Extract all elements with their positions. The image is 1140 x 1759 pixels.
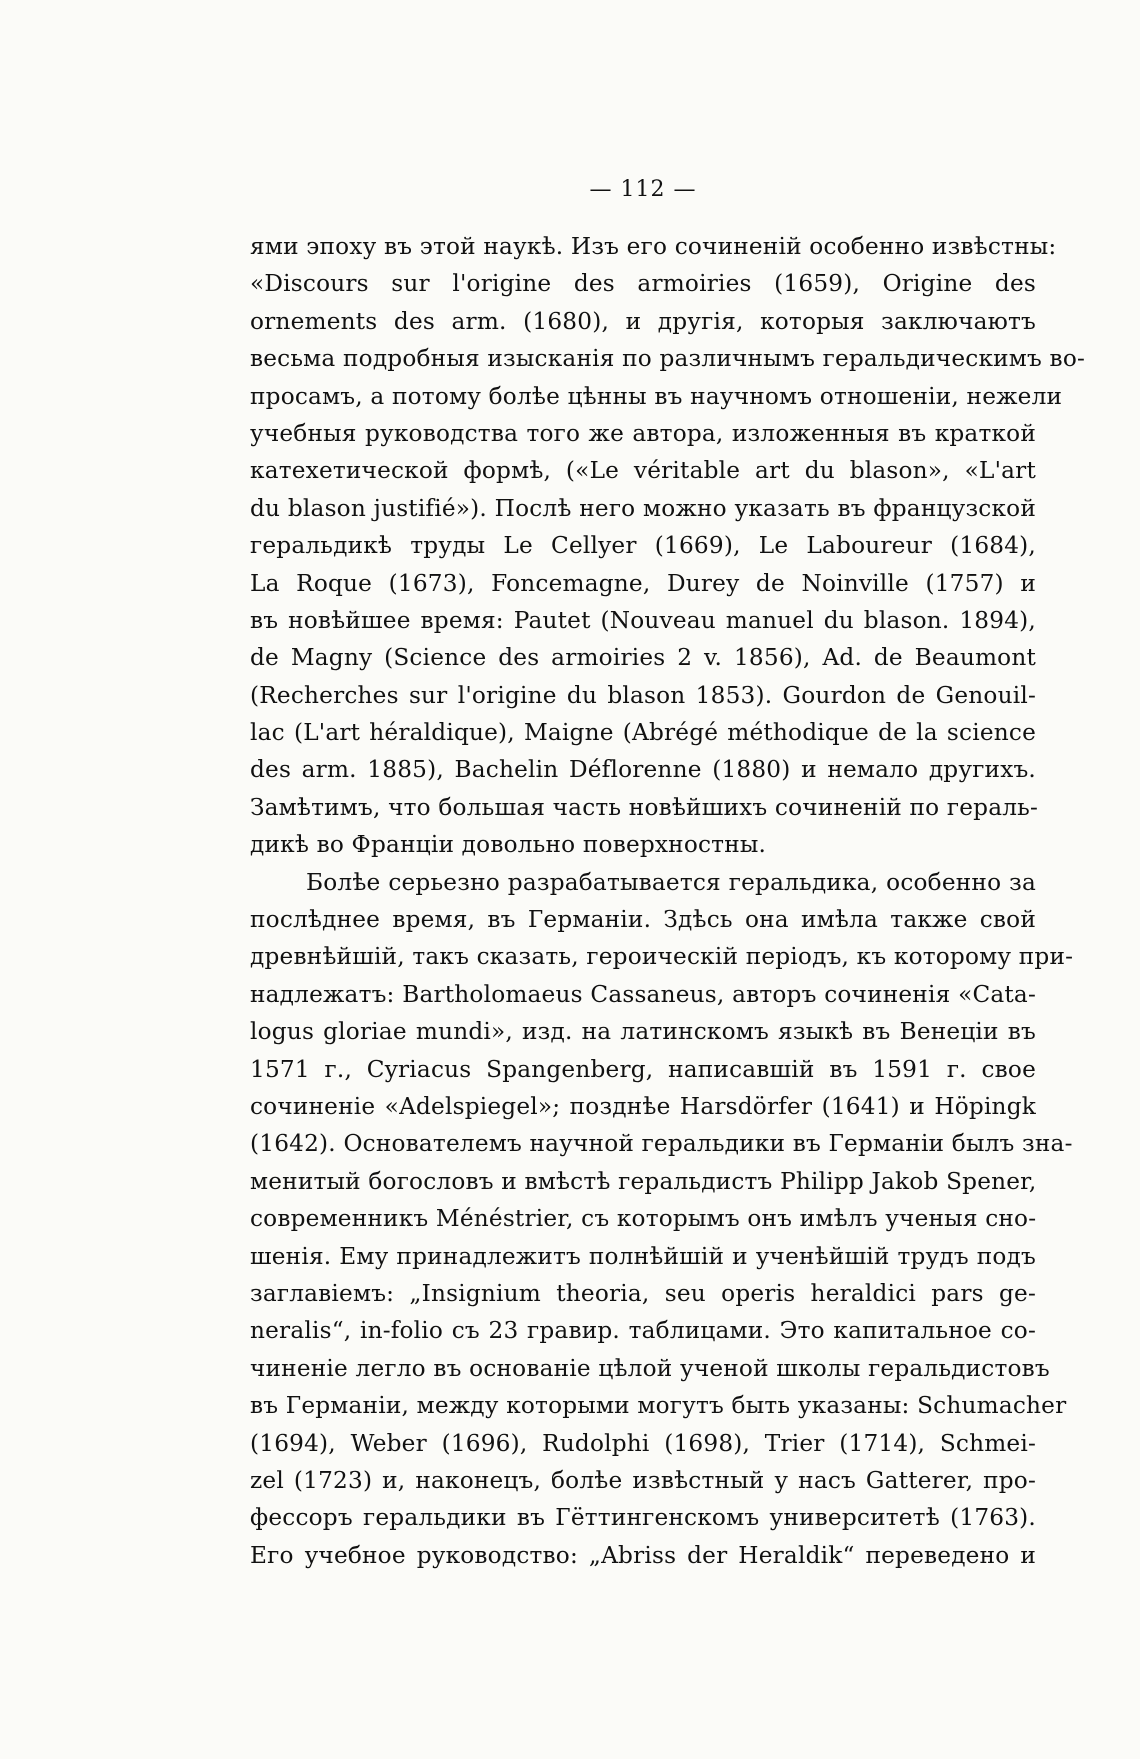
- page-body: [250, 170, 1086, 1574]
- text-line: ornements des arm. (1680), и другія, которыя заключаютъ: [250, 307, 1036, 335]
- text-line: шенія. Ему принадлежитъ полнѣйшій и ученѣйшій трудъ подъ: [250, 1242, 1036, 1270]
- text-line: zel (1723) и, наконецъ, болѣе извѣстный у насъ Gatterer, про-: [250, 1466, 1036, 1494]
- text-block: [250, 228, 1086, 1574]
- text-line: катехетической формѣ, («Le véritable art du blason», «L'art: [250, 457, 1036, 485]
- text-line: lac (L'art héraldique), Maigne (Abrégé méthodique de la science: [250, 719, 1036, 747]
- text-line: послѣднее время, въ Германіи. Здѣсь она имѣла также свой: [250, 906, 1036, 934]
- text-line: геральдикѣ труды Le Cellyer (1669), Le Laboureur (1684),: [250, 532, 1036, 560]
- text-line: 1571 г., Cyriacus Spangenberg, написавшій въ 1591 г. свое: [250, 1055, 1036, 1083]
- text-line: logus gloriae mundi», изд. на латинскомъ языкѣ въ Венеціи въ: [250, 1018, 1036, 1046]
- text-line: (1642). Основателемъ научной геральдики въ Германіи былъ зна-: [250, 1130, 1073, 1158]
- text-line: (1694), Weber (1696), Rudolphi (1698), Trier (1714), Schmei-: [250, 1429, 1036, 1457]
- text-line: de Magny (Science des armoiries 2 v. 1856), Ad. de Beaumont: [250, 644, 1036, 672]
- text-line: des arm. 1885), Bachelin Déflorenne (1880) и немало другихъ.: [250, 756, 1036, 784]
- text-line: надлежатъ: Bartholomaeus Cassaneus, авторъ сочиненія «Cata-: [250, 980, 1036, 1008]
- text-line: Болѣе серьезно разрабатывается геральдика, особенно за: [306, 868, 1036, 896]
- text-line: neralis“, in-folio съ 23 гравир. таблицами. Это капитальное со-: [250, 1317, 1036, 1345]
- text-line: заглавіемъ: „Insignium theoria, seu operis heraldici pars ge-: [250, 1279, 1036, 1307]
- text-line: фессоръ геральдики въ Гёттингенскомъ университетѣ (1763).: [250, 1504, 1036, 1532]
- text-line: Замѣтимъ, что большая часть новѣйшихъ сочиненій по гераль-: [250, 793, 1039, 821]
- text-line: въ новѣйшее время: Pautet (Nouveau manuel du blason. 1894),: [250, 606, 1036, 634]
- text-line: ями эпоху въ этой наукѣ. Изъ его сочиненій особенно извѣстны:: [250, 233, 1057, 260]
- text-line: «Discours sur l'origine des armoiries (1659), Origine des: [250, 270, 1036, 298]
- text-line: весьма подробныя изысканія по различнымъ геральдическимъ во-: [250, 345, 1086, 373]
- page-number: — 112 —: [589, 177, 697, 202]
- text-line: Его учебное руководство: „Abriss der Heraldik“ переведено и: [250, 1541, 1036, 1569]
- text-line: въ Германіи, между которыми могутъ быть указаны: Schumacher: [250, 1392, 1067, 1420]
- text-line: учебныя руководства того же автора, изложенныя въ краткой: [250, 419, 1036, 447]
- text-line: La Roque (1673), Foncemagne, Durey de Noinville (1757) и: [250, 569, 1036, 597]
- text-line: дикѣ во Франціи довольно поверхностны.: [250, 831, 767, 859]
- text-line: современникъ Ménéstrier, съ которымъ онъ имѣлъ ученыя сно-: [250, 1205, 1037, 1233]
- text-line: чиненіе легло въ основаніе цѣлой ученой школы геральдистовъ: [250, 1354, 1050, 1382]
- text-line: просамъ, а потому болѣе цѣнны въ научномъ отношеніи, нежели: [250, 382, 1063, 410]
- text-line: древнѣйшій, такъ сказать, героическій періодъ, къ которому при-: [250, 943, 1074, 971]
- text-line: du blason justifié»). Послѣ него можно указать въ французской: [250, 494, 1036, 522]
- text-line: менитый богословъ и вмѣстѣ геральдистъ Philipp Jakob Spener,: [250, 1167, 1037, 1195]
- text-line: сочиненіе «Adelspiegel»; позднѣе Harsdörfer (1641) и Höpingk: [250, 1092, 1036, 1120]
- text-line: (Recherches sur l'origine du blason 1853). Gourdon de Genouil-: [250, 681, 1036, 709]
